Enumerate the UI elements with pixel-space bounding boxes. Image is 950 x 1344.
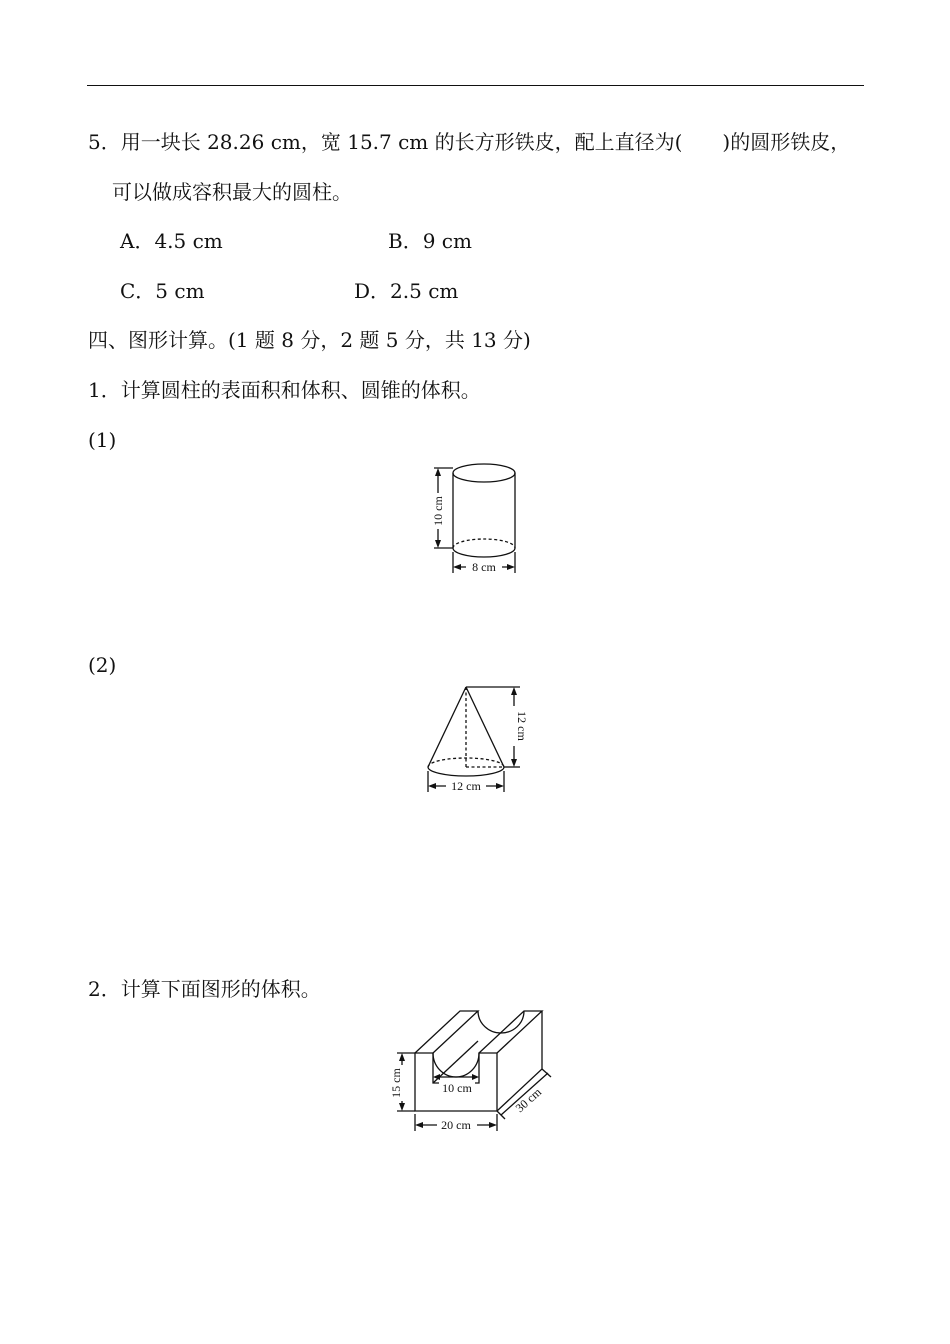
block-length-label: 30 cm: [512, 1084, 545, 1116]
q5-line2: 可以做成容积最大的圆柱。: [112, 180, 352, 204]
part1-label: (1): [88, 428, 117, 452]
cone-height-label: 12 cm: [515, 711, 529, 741]
cone-figure: [418, 680, 533, 800]
option-a: A．4.5 cm: [120, 229, 223, 253]
cylinder-height-label: 10 cm: [431, 496, 445, 526]
block-width-label: 20 cm: [441, 1118, 471, 1132]
cylinder-figure: [420, 455, 530, 580]
channel-block-figure: [385, 1005, 570, 1135]
option-d: D．2.5 cm: [354, 279, 459, 303]
cone-diameter-label: 12 cm: [451, 779, 481, 793]
groove-width-label: 10 cm: [442, 1081, 472, 1095]
option-c: C．5 cm: [120, 279, 205, 303]
option-b: B．9 cm: [388, 229, 472, 253]
q1-text: 1．计算圆柱的表面积和体积、圆锥的体积。: [88, 378, 481, 402]
cylinder-diameter-label: 8 cm: [472, 560, 496, 574]
part2-label: (2): [88, 653, 117, 677]
section-heading: 四、图形计算。(1 题 8 分，2 题 5 分，共 13 分): [88, 328, 531, 352]
block-height-label: 15 cm: [389, 1068, 403, 1098]
q2-text: 2．计算下面图形的体积。: [88, 977, 321, 1001]
q5-line1: 5．用一块长 28.26 cm，宽 15.7 cm 的长方形铁皮，配上直径为( )的圆形铁皮，: [88, 130, 851, 154]
top-rule: [87, 85, 864, 86]
